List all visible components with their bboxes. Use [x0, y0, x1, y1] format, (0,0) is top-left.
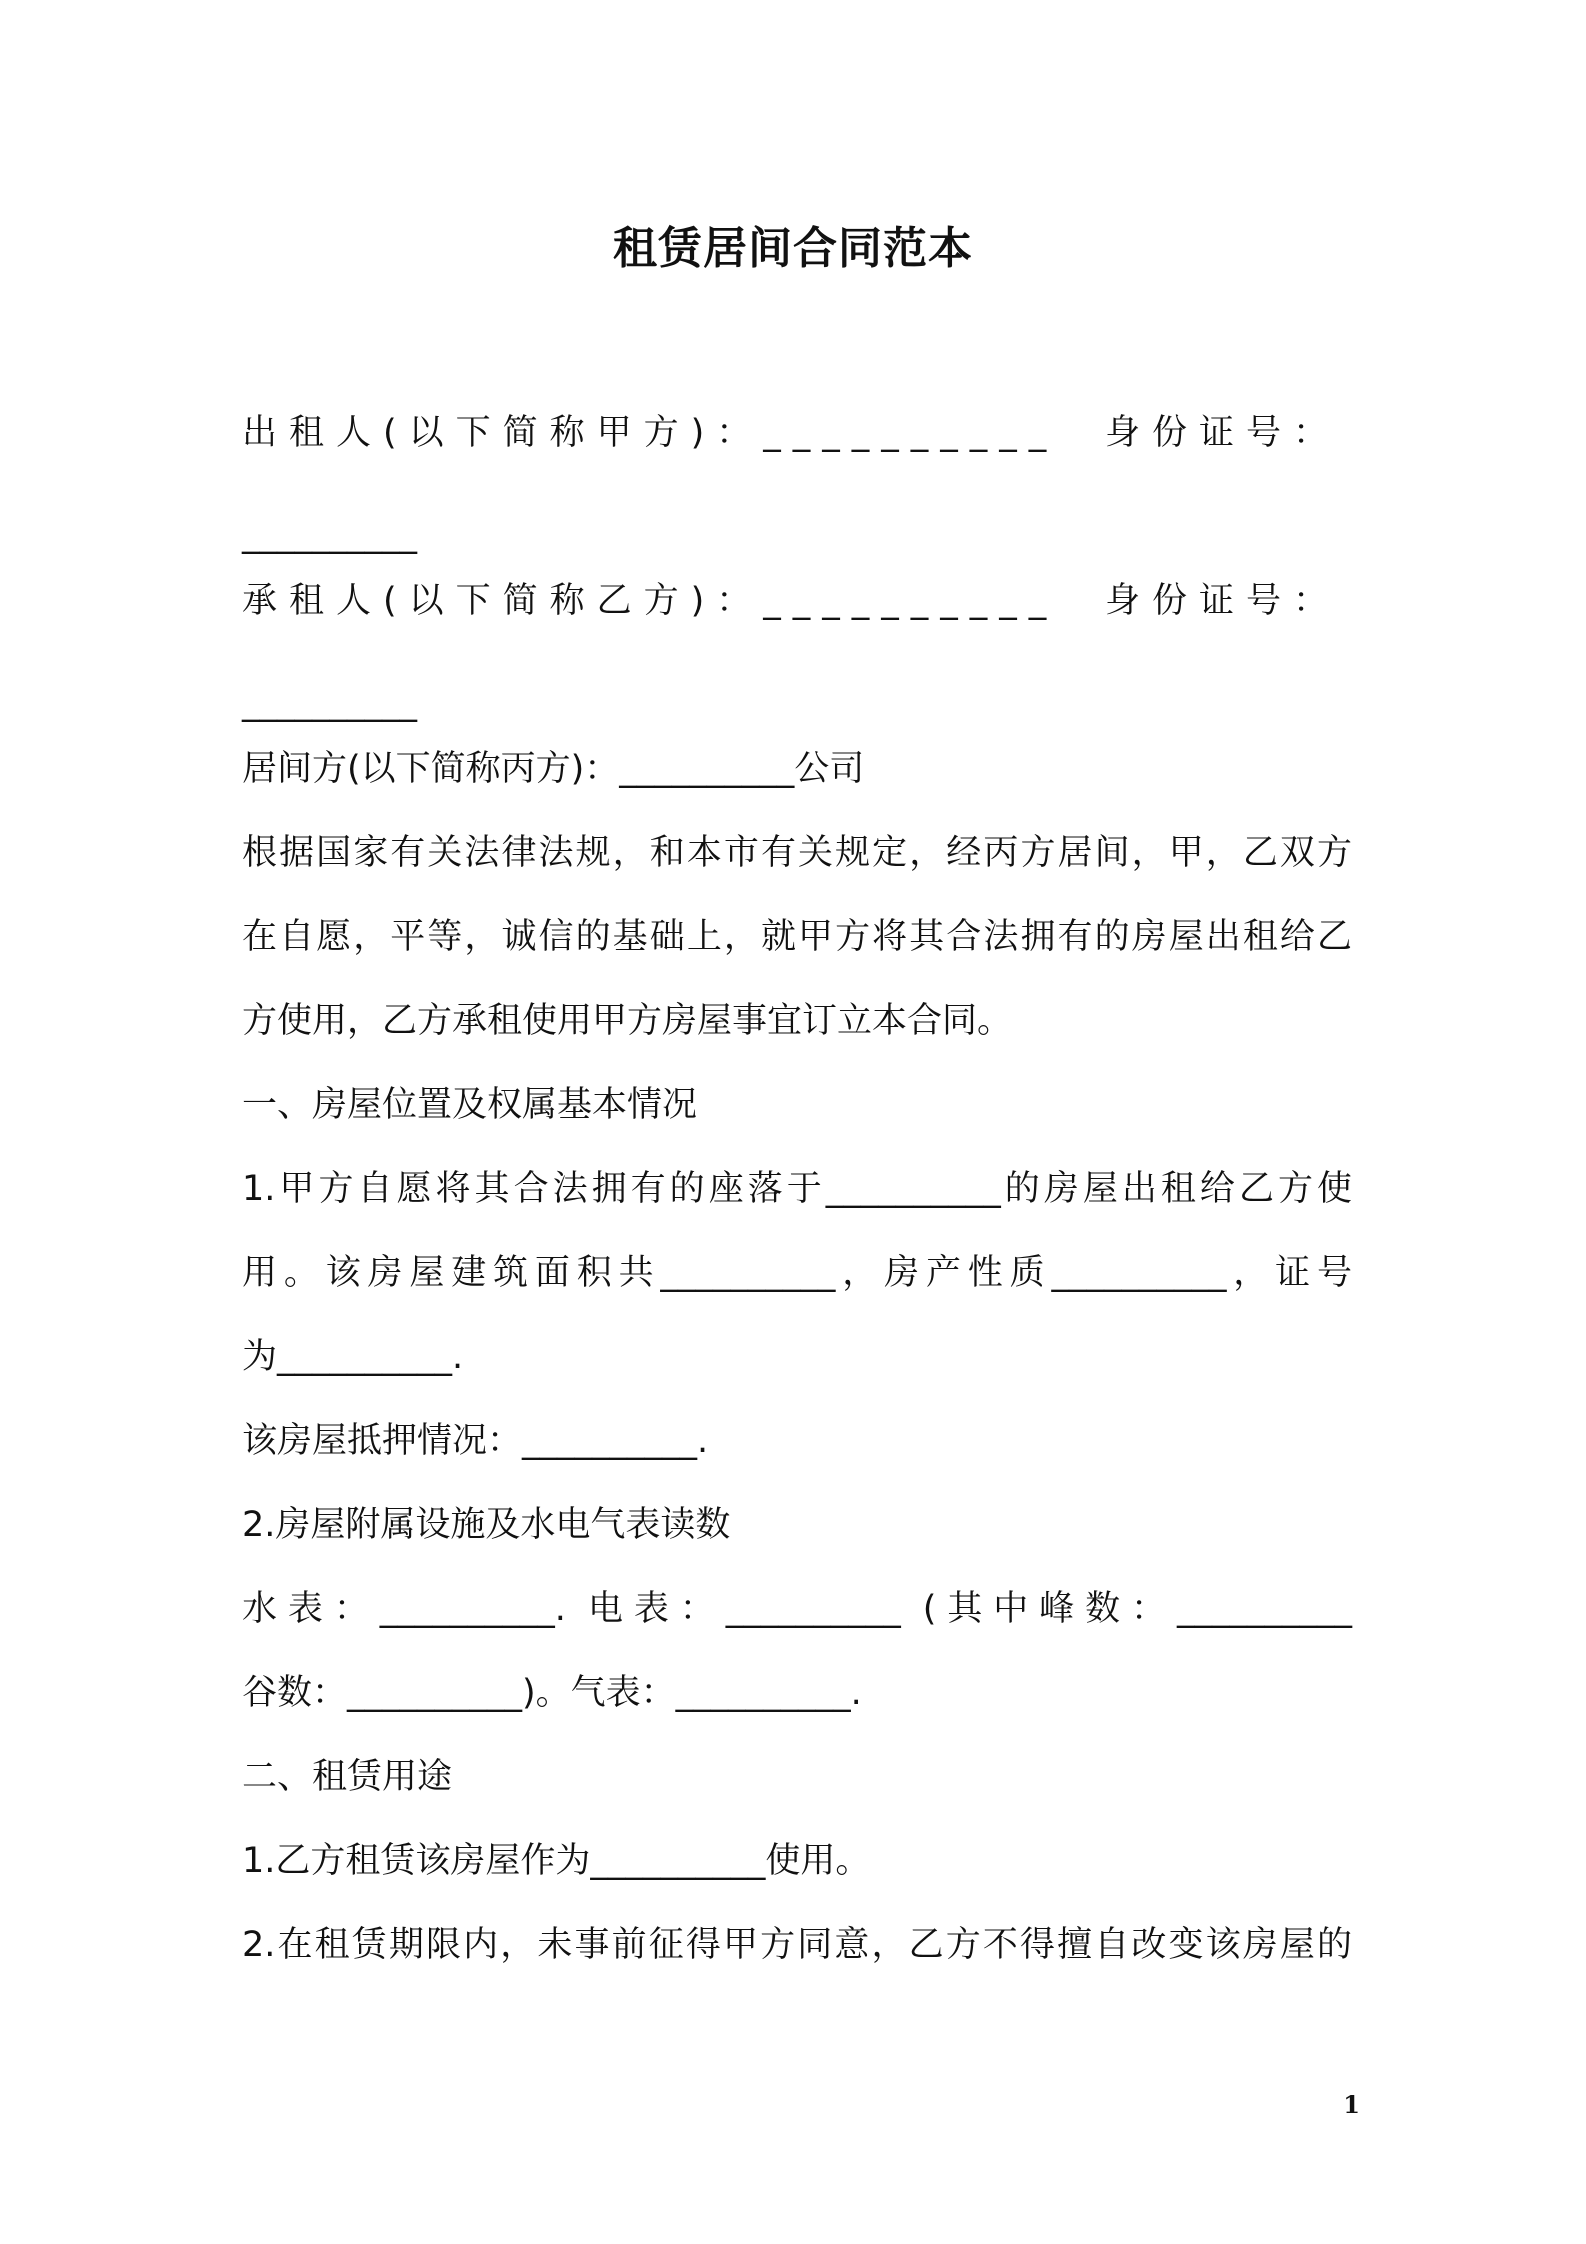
meters-line-1: 水表：__________. 电表：__________ (其中峰数：__________ — [242, 1589, 1352, 1629]
mortgage-line: 该房屋抵押情况：__________. — [242, 1421, 709, 1461]
page-number: 1 — [1343, 2090, 1360, 2119]
lessor-id-label: 身份证号： — [1104, 413, 1340, 453]
section1-item1-line-3: 为__________. — [242, 1337, 464, 1377]
section1-heading: 一、房屋位置及权属基本情况 — [242, 1085, 698, 1125]
section2-heading: 二、租赁用途 — [242, 1757, 453, 1797]
section1-item1-line-2: 用。该房屋建筑面积共__________，房产性质__________，证号 — [242, 1253, 1352, 1293]
preamble-line-1: 根据国家有关法律法规，和本市有关规定，经丙方居间，甲，乙双方 — [242, 833, 1352, 873]
preamble-line-2: 在自愿，平等，诚信的基础上，就甲方将其合法拥有的房屋出租给乙 — [242, 917, 1352, 957]
lessee-line — [242, 578, 1352, 624]
lessor-label: 出租人(以下简称甲方)：__________ — [242, 413, 1059, 453]
lessor-line — [242, 410, 1352, 456]
lessor-id-blank: __________ — [242, 515, 417, 555]
broker-line: 居间方(以下简称丙方)：__________公司 — [242, 749, 865, 789]
lessee-id-label: 身份证号： — [1104, 581, 1340, 621]
section1-item1-line-1: 1.甲方自愿将其合法拥有的座落于__________的房屋出租给乙方使 — [242, 1169, 1352, 1209]
section2-item1: 1.乙方租赁该房屋作为__________使用。 — [242, 1841, 871, 1881]
section2-item2: 2.在租赁期限内，未事前征得甲方同意，乙方不得擅自改变该房屋的 — [242, 1925, 1352, 1965]
lessee-id-blank: __________ — [242, 683, 417, 723]
meters-line-2: 谷数：__________)。气表：__________. — [242, 1673, 862, 1713]
preamble-line-3: 方使用，乙方承租使用甲方房屋事宜订立本合同。 — [242, 1001, 1013, 1041]
lessee-label: 承租人(以下简称乙方)：__________ — [242, 581, 1059, 621]
section1-item2-heading: 2.房屋附属设施及水电气表读数 — [242, 1505, 731, 1545]
document-title: 租赁居间合同范本 — [613, 223, 973, 274]
